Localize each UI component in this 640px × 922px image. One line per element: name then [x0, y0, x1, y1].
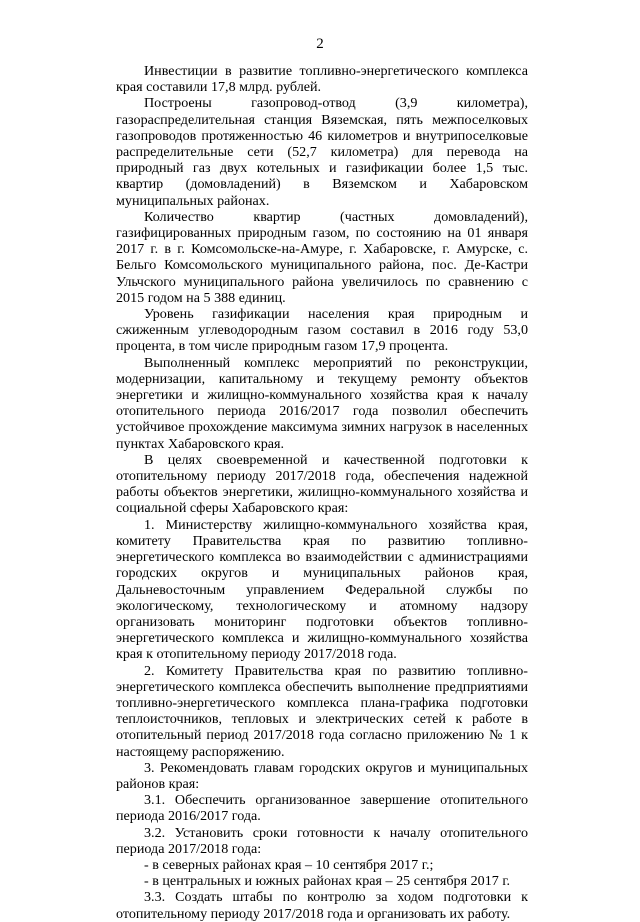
paragraph-completed-measures: Выполненный комплекс мероприятий по реконструкции, модернизации, капитальному и текущему ремонту объектов энергетики и жилищно-коммунального хозяйства края к началу отопительного периода 2016/2017 года позволил обеспечить устойчивое прохождение максимума зимних нагрузок в населенных пунктах Хабаровского края. [116, 354, 528, 452]
paragraph-deadline-central-south: - в центральных и южных районах края – 25 сентября 2017 г. [144, 873, 511, 890]
paragraph-deadline-north: - в северных районах края – 10 сентября 2017 г.; [144, 856, 434, 873]
paragraph-gas-pipelines: Построены газопровод-отвод (3,9 километра), газораспределительная станция Вяземская, пять межпоселковых газопроводов протяженностью 46 километров и внутрипоселковые распределительные сети (52,7 километра) для перевода на природный газ двух котельных и газификации более 1,5 тыс. квартир (домовладений) в Вяземском и Хабаровском муниципальных районах. [116, 95, 528, 209]
document-body [116, 63, 528, 922]
paragraph-gasification-level: Уровень газификации населения края природным и сжиженным углеводородным газом составил в 2016 году 53,0 процента, в том числе природным газом 17,9 процента. [116, 306, 528, 355]
paragraph-item-1: 1. Министерству жилищно-коммунального хозяйства края, комитету Правительства края по развитию топливно-энергетического комплекса во взаимодействии с администрациями городских округов и муниципальных районов края, Дальневосточным управлением Федеральной службы по экологическому, технологическому и атомному надзору организовать мониторинг подготовки объектов топливно-энергетического комплекса и жилищно-коммунального хозяйства края к отопительному периоду 2017/2018 года. [116, 516, 528, 663]
paragraph-preparation-goals: В целях своевременной и качественной подготовки к отопительному периоду 2017/2018 года, обеспечения надежной работы объектов энергетики, жилищно-коммунального хозяйства и социальной сферы Хабаровского края: [116, 451, 528, 517]
paragraph-investments: Инвестиции в развитие топливно-энергетического комплекса края составили 17,8 млрд. рублей. [116, 63, 528, 96]
paragraph-item-2: 2. Комитету Правительства края по развитию топливно-энергетического комплекса обеспечить выполнение предприятиями топливно-энергетического комплекса плана-графика подготовки теплоисточников, тепловых и электрических сетей к работе в отопительный период 2017/2018 года согласно приложению № 1 к настоящему распоряжению. [116, 662, 528, 760]
paragraph-item-3-1: 3.1. Обеспечить организованное завершение отопительного периода 2016/2017 года. [116, 792, 528, 825]
page-number: 2 [316, 36, 324, 52]
paragraph-item-3: 3. Рекомендовать главам городских округов и муниципальных районов края: [116, 759, 528, 792]
paragraph-gasified-apartments: Количество квартир (частных домовладений), газифицированных природным газом, по состоянию на 01 января 2017 г. в г. Комсомольске-на-Амуре, г. Хабаровске, г. Амурске, с. Бельго Комсомольского муниципального района, пос. Де-Кастри Ульчского муниципального района увеличилось по сравнению с 2015 годом на 5 388 единиц. [116, 208, 528, 306]
paragraph-item-3-2: 3.2. Установить сроки готовности к началу отопительного периода 2017/2018 года: [116, 824, 528, 857]
paragraph-item-3-3: 3.3. Создать штабы по контролю за ходом подготовки к отопительному периоду 2017/2018 года и организовать их работу. [116, 889, 528, 922]
